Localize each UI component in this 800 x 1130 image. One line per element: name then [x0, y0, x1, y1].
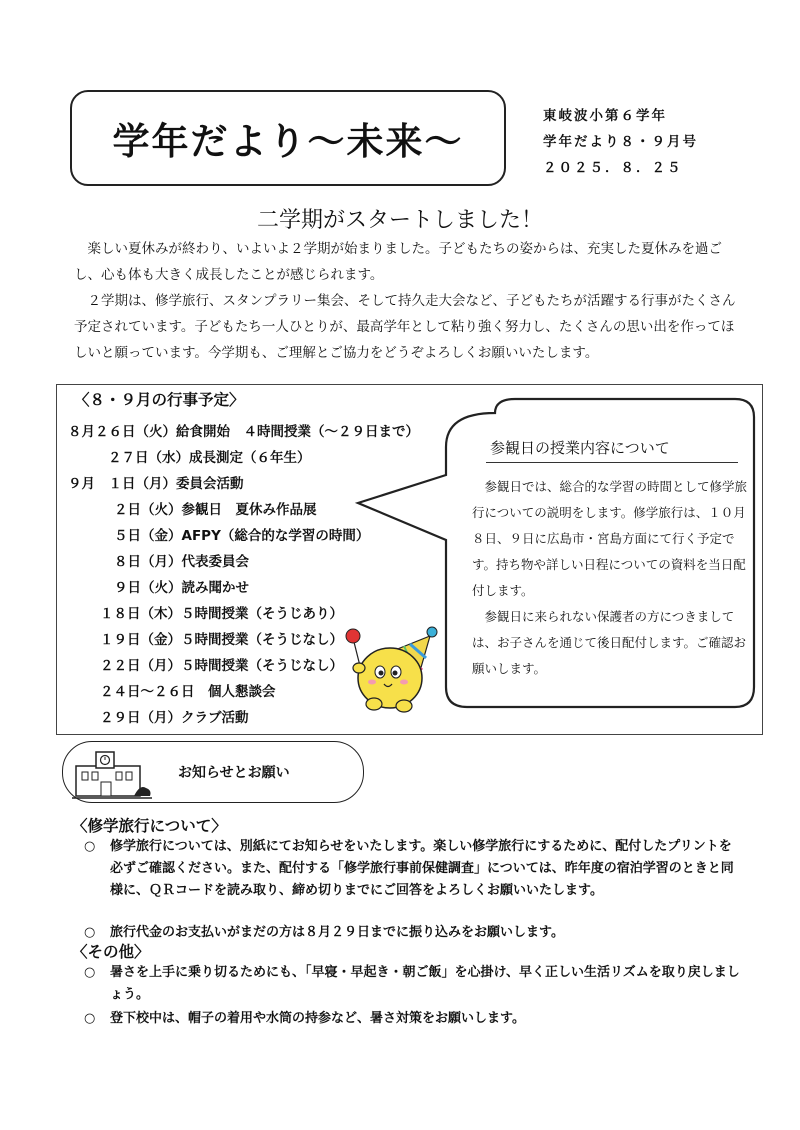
event-row: ５日（金）AFPY（総合的な学習の時間）: [114, 528, 370, 544]
bubble-text: [472, 474, 757, 682]
notice-item-text: 旅行代金のお支払いがまだの方は８月２９日までに振り込みをお願いします。: [110, 925, 564, 940]
bullet-circle-icon: ○: [84, 925, 96, 940]
issue-date: ２０２５．８．２５: [543, 160, 683, 176]
event-row: ２９日（月）クラブ活動: [100, 710, 249, 726]
notice-label: お知らせとお願い: [178, 765, 290, 781]
bullet-circle-icon: ○: [84, 965, 96, 980]
event-row: ８日（月）代表委員会: [114, 554, 249, 570]
intro-paragraph: 楽しい夏休みが終わり、いよいよ２学期が始まりました。子どもたちの姿からは、充実した夏休みを過ごし、心も体も大きく成長したことが感じられます。: [74, 241, 722, 283]
bubble-paragraph: 参観日に来られない保護者の方につきましては、お子さんを通じて後日配付します。ご確認お願いします。: [472, 609, 747, 676]
main-heading: 二学期がスタートしました！: [256, 208, 543, 233]
notice-item-text: 修学旅行については、別紙にてお知らせをいたします。楽しい修学旅行にするために、配付したプリントを必ずご確認ください。また、配付する「修学旅行事前保健調査」については、昨年度の宿泊学習のときと同様に、ＱＲコードを読み取り、締め切りまでにご回答をよろしくお願いいたします。: [110, 839, 734, 898]
events-title: 〈８・９月の行事予定〉: [74, 391, 245, 409]
intro-paragraph: ２学期は、修学旅行、スタンプラリー集会、そして持久走大会など、子どもたちが活躍する行事がたくさん予定されています。子どもたち一人ひとりが、最高学年として粘り強く努力し、たくさんの思い出を作ってほしいと願っています。今学期も、ご理解とご協力をどうぞよろしくお願いいたします。: [74, 293, 736, 361]
issue-label: 学年だより８・９月号: [543, 134, 698, 150]
bubble-paragraph: 参観日では、総合的な学習の時間として修学旅行についての説明をします。修学旅行は、１０月８日、９日に広島市・宮島方面にて行く予定です。持ち物や詳しい日程についての資料を当日配付します。: [472, 479, 748, 598]
newsletter-title: 学年だより～未来～: [112, 120, 464, 163]
school-name: 東岐波小第６学年: [543, 108, 667, 124]
event-row: ９月 １日（月）委員会活動: [68, 476, 244, 492]
event-row: １８日（木）５時間授業（そうじあり）: [100, 606, 343, 622]
bullet-circle-icon: ○: [84, 1011, 96, 1026]
event-row: ２２日（月）５時間授業（そうじなし）: [100, 658, 343, 674]
notice-item-text: 登下校中は、帽子の着用や水筒の持参など、暑さ対策をお願いします。: [110, 1011, 525, 1026]
intro-text: [74, 236, 742, 366]
notice-item: [84, 1008, 744, 1030]
school-building-icon: [70, 744, 154, 802]
event-row: １９日（金）５時間授業（そうじなし）: [100, 632, 343, 648]
bullet-circle-icon: ○: [84, 839, 96, 854]
mascot-illustration: [344, 618, 444, 718]
event-row: ２７日（水）成長測定（６年生）: [108, 450, 311, 466]
event-row: ８月２６日（火）給食開始 ４時間授業（～２９日まで）: [68, 424, 419, 440]
section-heading-other: 〈その他〉: [72, 943, 150, 961]
event-row: ９日（火）読み聞かせ: [114, 580, 249, 596]
bubble-title-underline: [486, 462, 738, 463]
notice-item: [84, 962, 744, 1006]
title-box: [70, 90, 506, 186]
notice-item-text: 暑さを上手に乗り切るためにも、「早寝・早起き・朝ご飯」を心掛け、早く正しい生活リズムを取り戻しましょう。: [110, 965, 740, 1002]
bubble-title: 参観日の授業内容について: [490, 439, 670, 457]
event-row: ２４日～２６日 個人懇談会: [100, 684, 276, 700]
school-info: [543, 103, 698, 181]
event-row: ２日（火）参観日 夏休み作品展: [114, 502, 317, 518]
section-heading-trip: 〈修学旅行について〉: [72, 817, 227, 835]
notice-item: [84, 836, 744, 902]
notice-item: [84, 922, 744, 944]
